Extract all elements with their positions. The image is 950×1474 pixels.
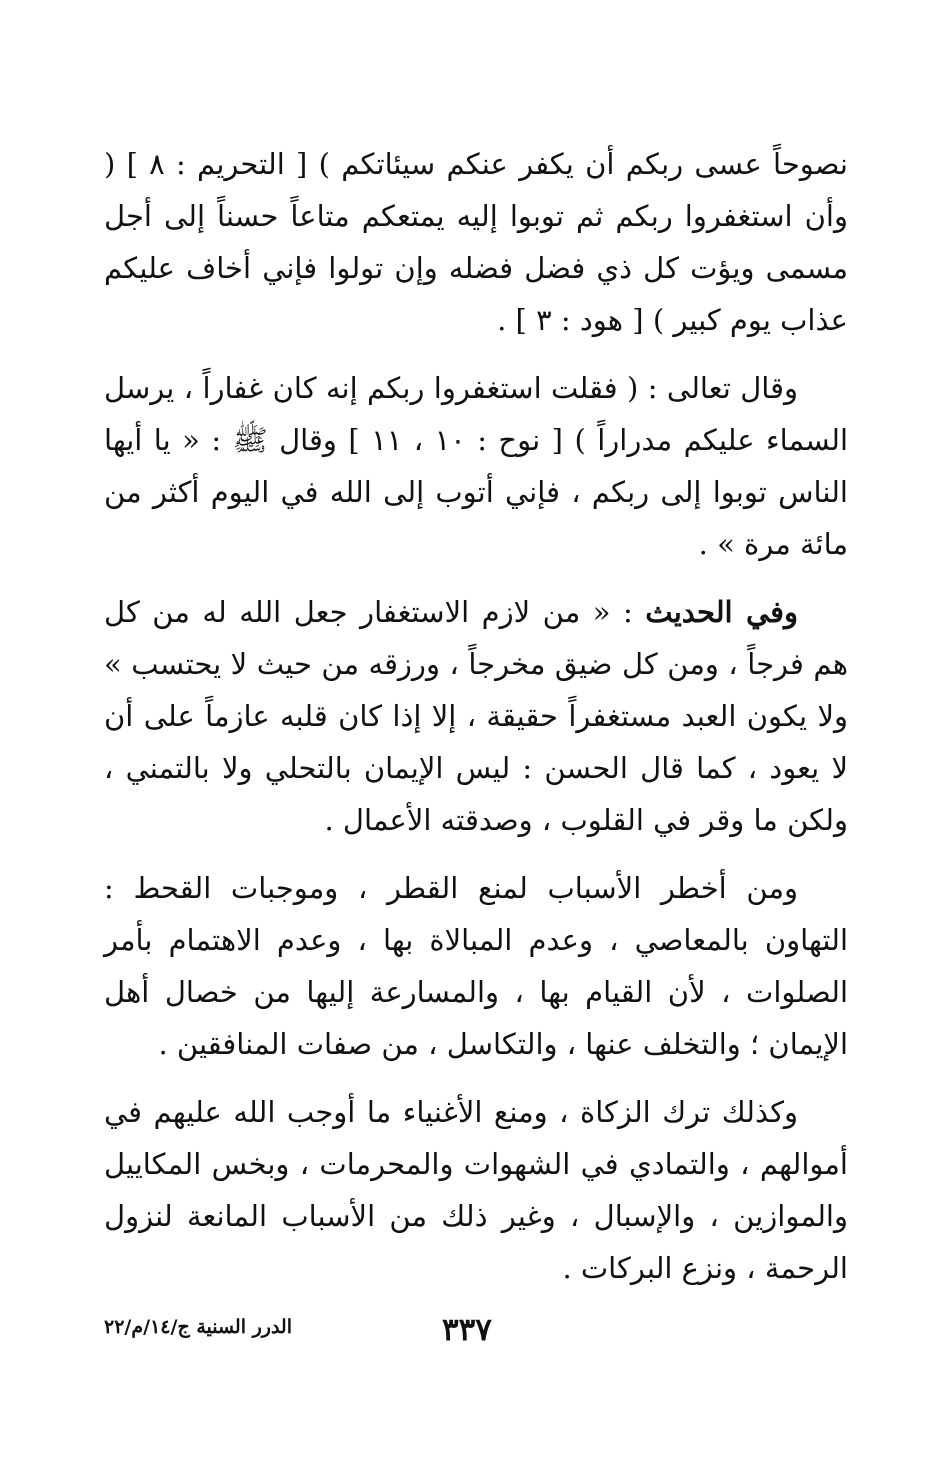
paragraph-3 [104, 586, 848, 846]
source-reference: الدرر السنية ج/١٤/م/٢٢ [104, 1316, 292, 1338]
paragraph-1-text: نصوحاً عسى ربكم أن يكفر عنكم سيئاتكم ) [ التحريم : ٨ ] ( وأن استغفروا ربكم ثم توبوا إليه يمتعكم متاعاً حسناً إلى أجل مسمى ويؤت كل ذي فضل فضله وإن تولوا فإني أخاف عليكم عذاب يوم كبير ) [ هود : ٣ ] . [104, 147, 848, 337]
paragraph-2-text: وقال تعالى : ( فقلت استغفروا ربكم إنه كان غفاراً ، يرسل السماء عليكم مدراراً ) [ نوح : ١٠ ، ١١ ] وقال ﷺ : « يا أيها الناس توبوا إلى ربكم ، فإني أتوب إلى الله في اليوم أكثر من مائة مرة » . [104, 371, 848, 561]
page-number: ٣٣٧ [442, 1312, 492, 1348]
paragraph-5 [104, 1086, 848, 1294]
paragraph-3-text: : « من لازم الاستغفار جعل الله له من كل هم فرجاً ، ومن كل ضيق مخرجاً ، ورزقه من حيث لا يحتسب » ولا يكون العبد مستغفراً حقيقة ، إلا إذا كان قلبه عازماً على أن لا يعود ، كما قال الحسن : ليس الإيمان بالتحلي ولا بالتمني ، ولكن ما وقر في القلوب ، وصدقته الأعمال . [104, 595, 848, 837]
paragraph-4 [104, 862, 848, 1070]
paragraph-2 [104, 362, 848, 570]
paragraph-5-text: وكذلك ترك الزكاة ، ومنع الأغنياء ما أوجب الله عليهم في أموالهم ، والتمادي في الشهوات والمحرمات ، وبخس المكاييل والموازين ، والإسبال ، وغير ذلك من الأسباب المانعة لنزول الرحمة ، ونزع البركات . [104, 1095, 848, 1285]
page-footer [104, 1312, 848, 1352]
paragraph-4-text: ومن أخطر الأسباب لمنع القطر ، وموجبات القحط : التهاون بالمعاصي ، وعدم المبالاة بها ، وعدم الاهتمام بأمر الصلوات ، لأن القيام بها ، والمسارعة إليها من خصال أهل الإيمان ؛ والتخلف عنها ، والتكاسل ، من صفات المنافقين . [104, 871, 848, 1061]
paragraph-1 [104, 138, 848, 346]
paragraph-3-lead: وفي الحديث [645, 595, 798, 629]
body-text [104, 138, 848, 1310]
